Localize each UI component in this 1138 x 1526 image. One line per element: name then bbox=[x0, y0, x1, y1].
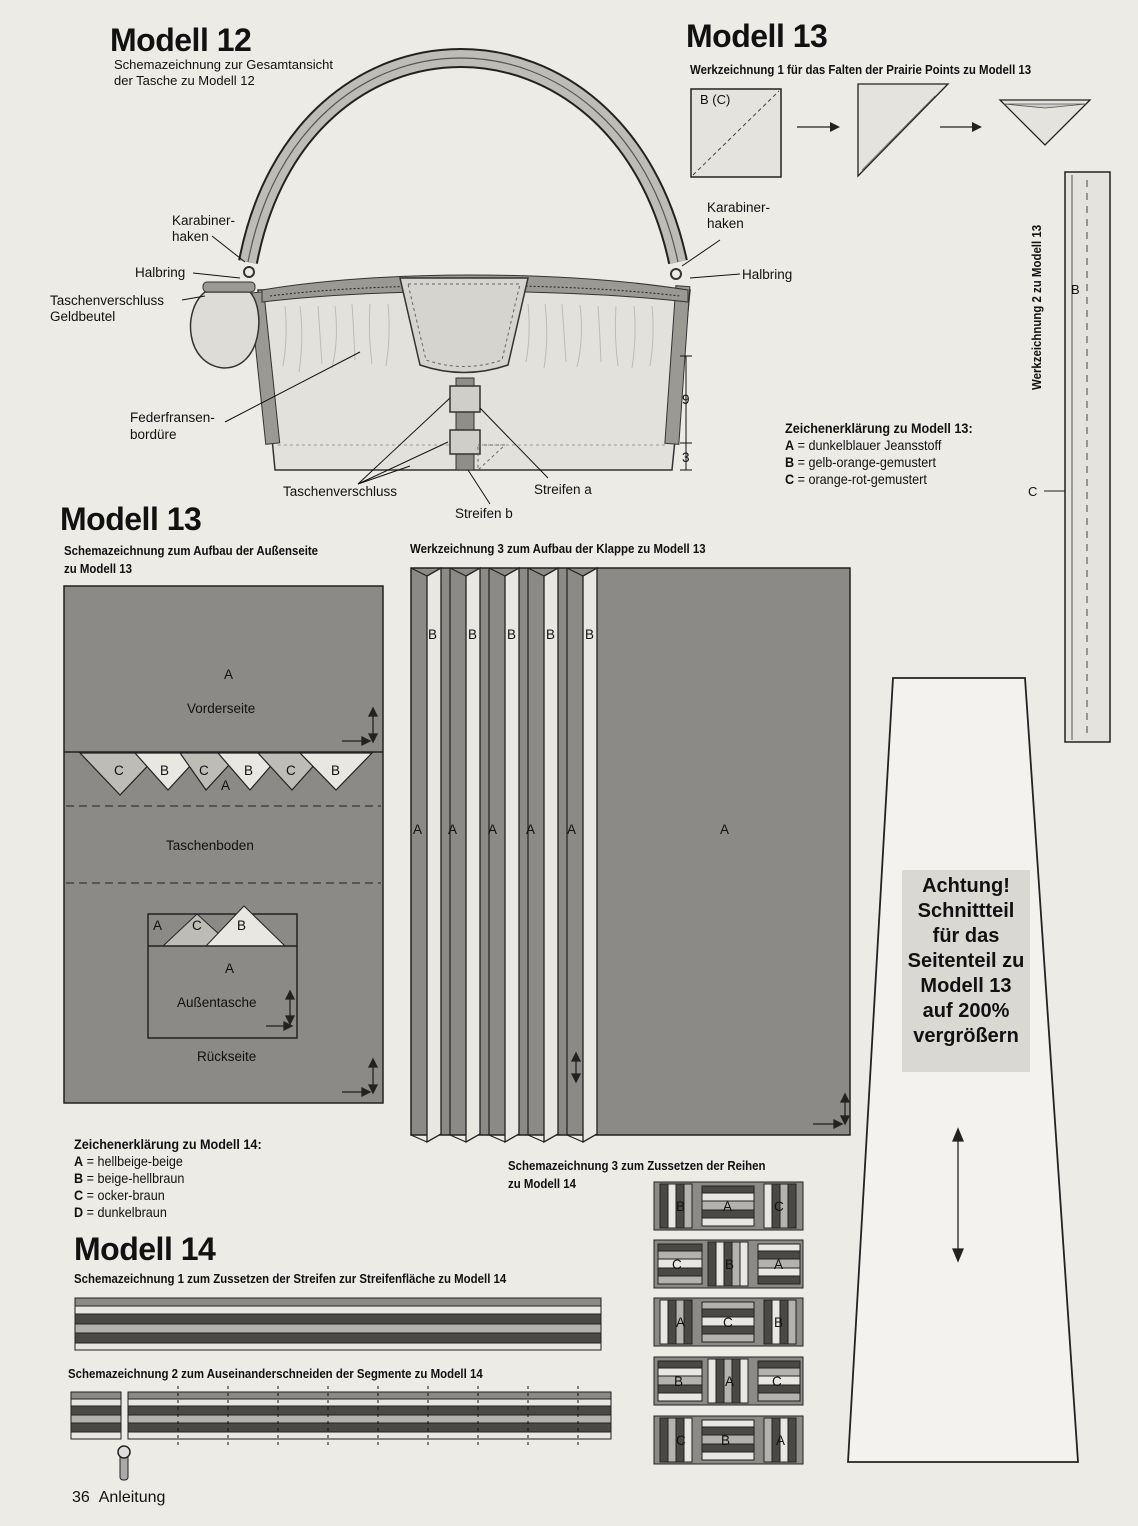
triangle-label-5: C bbox=[286, 763, 296, 778]
m14-legend-a: A = hellbeige-beige bbox=[74, 1153, 183, 1169]
m14-schema3-caption-1: Schemazeichnung 3 zum Zussetzen der Reihen bbox=[508, 1158, 766, 1173]
label-halbring-left: Halbring bbox=[135, 265, 186, 280]
footer-section: Anleitung bbox=[98, 1489, 166, 1506]
pocket-label-b: B bbox=[237, 918, 247, 933]
row2-label-1: C bbox=[672, 1257, 682, 1272]
m14-schema3-caption-2: zu Modell 14 bbox=[508, 1176, 577, 1191]
warning-line-1: Achtung! bbox=[922, 875, 1010, 897]
label-halbring-right: Halbring bbox=[742, 267, 793, 282]
m14-legend-b: B = beige-hellbraun bbox=[74, 1170, 185, 1186]
klappe-a-4: A bbox=[526, 822, 536, 837]
page-number: 36 bbox=[72, 1489, 90, 1506]
klappe-b-4: B bbox=[546, 627, 556, 642]
m13-title-top: Modell 13 bbox=[686, 18, 828, 54]
pocket-label-aussentasche: Außentasche bbox=[177, 995, 257, 1010]
panel-label-rueckseite: Rückseite bbox=[197, 1049, 257, 1064]
label-geldbeutel: Geldbeutel bbox=[50, 309, 116, 324]
warning-line-4: Seitenteil zu bbox=[907, 950, 1025, 972]
m13-legend-b: B = gelb-orange-gemustert bbox=[785, 454, 936, 470]
klappe-a-2: A bbox=[448, 822, 458, 837]
warning-line-6: auf 200% bbox=[922, 1000, 1010, 1022]
dimension-9: 9 bbox=[682, 392, 690, 407]
warning-line-5: Modell 13 bbox=[920, 975, 1012, 997]
panel-label-a-top: A bbox=[224, 667, 234, 682]
klappe-a-5: A bbox=[567, 822, 577, 837]
warning-line-7: vergrößern bbox=[913, 1025, 1019, 1047]
label-taschenverschluss-1: Taschenverschluss bbox=[50, 293, 165, 308]
triangle-label-6: B bbox=[331, 763, 341, 778]
row5-label-1: C bbox=[676, 1433, 686, 1448]
panel-label-vorderseite: Vorderseite bbox=[187, 701, 256, 716]
row4-label-1: B bbox=[674, 1374, 684, 1389]
label-karabiner-left-2: haken bbox=[172, 229, 209, 244]
m13-wz2-caption: Werkzeichnung 2 zu Modell 13 bbox=[1029, 224, 1044, 390]
warning-line-2: Schnittteil bbox=[917, 900, 1015, 922]
klappe-a-3: A bbox=[488, 822, 498, 837]
label-karabiner-left-1: Karabiner- bbox=[172, 213, 236, 228]
row5-label-2: B bbox=[721, 1433, 731, 1448]
strip-label-b: B bbox=[1071, 282, 1080, 297]
m13-title-mid: Modell 13 bbox=[60, 501, 202, 537]
row3-label-1: A bbox=[676, 1315, 686, 1330]
label-federfransen-1: Federfransen- bbox=[130, 410, 215, 425]
strip-label-c: C bbox=[1028, 484, 1038, 499]
label-streifen-b: Streifen b bbox=[455, 506, 513, 521]
klappe-b-3: B bbox=[507, 627, 517, 642]
panel-label-a-mid: A bbox=[221, 778, 231, 793]
m13-legend-a: A = dunkelblauer Jeansstoff bbox=[785, 437, 942, 453]
m14-schema1-caption: Schemazeichnung 1 zum Zussetzen der Streifen zur Streifenfläche zu Modell 14 bbox=[74, 1271, 507, 1286]
label-federfransen-2: bordüre bbox=[130, 427, 177, 442]
m13-schema-caption-2: zu Modell 13 bbox=[64, 561, 133, 576]
warning-line-3: für das bbox=[932, 925, 1000, 947]
row3-label-3: B bbox=[774, 1315, 784, 1330]
klappe-b-2: B bbox=[468, 627, 478, 642]
row4-label-3: C bbox=[772, 1374, 782, 1389]
label-karabiner-right-1: Karabiner- bbox=[707, 200, 771, 215]
m14-legend-c: C = ocker-braun bbox=[74, 1187, 165, 1203]
panel-label-taschenboden: Taschenboden bbox=[166, 838, 254, 853]
m12-subtitle-1: Schemazeichnung zur Gesamtansicht bbox=[114, 57, 333, 72]
row1-label-1: B bbox=[676, 1199, 686, 1214]
m13-schema-caption-1: Schemazeichnung zum Aufbau der Außenseite bbox=[64, 543, 319, 558]
row2-label-2: B bbox=[725, 1257, 735, 1272]
m13-wz1-caption: Werkzeichnung 1 für das Falten der Prairie Points zu Modell 13 bbox=[690, 62, 1032, 77]
dimension-3: 3 bbox=[682, 450, 690, 465]
row2-label-3: A bbox=[774, 1257, 784, 1272]
m13-legend-c: C = orange-rot-gemustert bbox=[785, 471, 927, 487]
label-karabiner-right-2: haken bbox=[707, 216, 744, 231]
label-streifen-a: Streifen a bbox=[534, 482, 592, 497]
row1-label-3: C bbox=[774, 1199, 784, 1214]
row3-label-2: C bbox=[723, 1315, 733, 1330]
row4-label-2: A bbox=[725, 1374, 735, 1389]
m13-wz3-caption: Werkzeichnung 3 zum Aufbau der Klappe zu Modell 13 bbox=[410, 541, 706, 556]
klappe-big-a: A bbox=[720, 822, 730, 837]
pocket-label-c: C bbox=[192, 918, 202, 933]
triangle-label-4: B bbox=[244, 763, 254, 778]
page-footer bbox=[72, 1489, 165, 1507]
klappe-a-1: A bbox=[413, 822, 423, 837]
label-taschenverschluss: Taschenverschluss bbox=[283, 484, 398, 499]
square-label: B (C) bbox=[700, 92, 731, 107]
m13-legend-title: Zeichenerklärung zu Modell 13: bbox=[785, 420, 973, 436]
m14-title: Modell 14 bbox=[74, 1231, 216, 1267]
m12-subtitle-2: der Tasche zu Modell 12 bbox=[114, 73, 255, 88]
row1-label-2: A bbox=[723, 1199, 733, 1214]
triangle-label-3: C bbox=[199, 763, 209, 778]
m14-legend-title: Zeichenerklärung zu Modell 14: bbox=[74, 1136, 262, 1152]
row5-label-3: A bbox=[776, 1433, 786, 1448]
triangle-label-1: C bbox=[114, 763, 124, 778]
m14-legend-d: D = dunkelbraun bbox=[74, 1204, 167, 1220]
triangle-label-2: B bbox=[160, 763, 170, 778]
klappe-b-1: B bbox=[428, 627, 438, 642]
pocket-label-a1: A bbox=[153, 918, 163, 933]
m12-title: Modell 12 bbox=[110, 22, 252, 58]
klappe-b-5: B bbox=[585, 627, 595, 642]
m14-schema2-caption: Schemazeichnung 2 zum Auseinanderschneiden der Segmente zu Modell 14 bbox=[68, 1366, 483, 1381]
pocket-label-a2: A bbox=[225, 961, 235, 976]
